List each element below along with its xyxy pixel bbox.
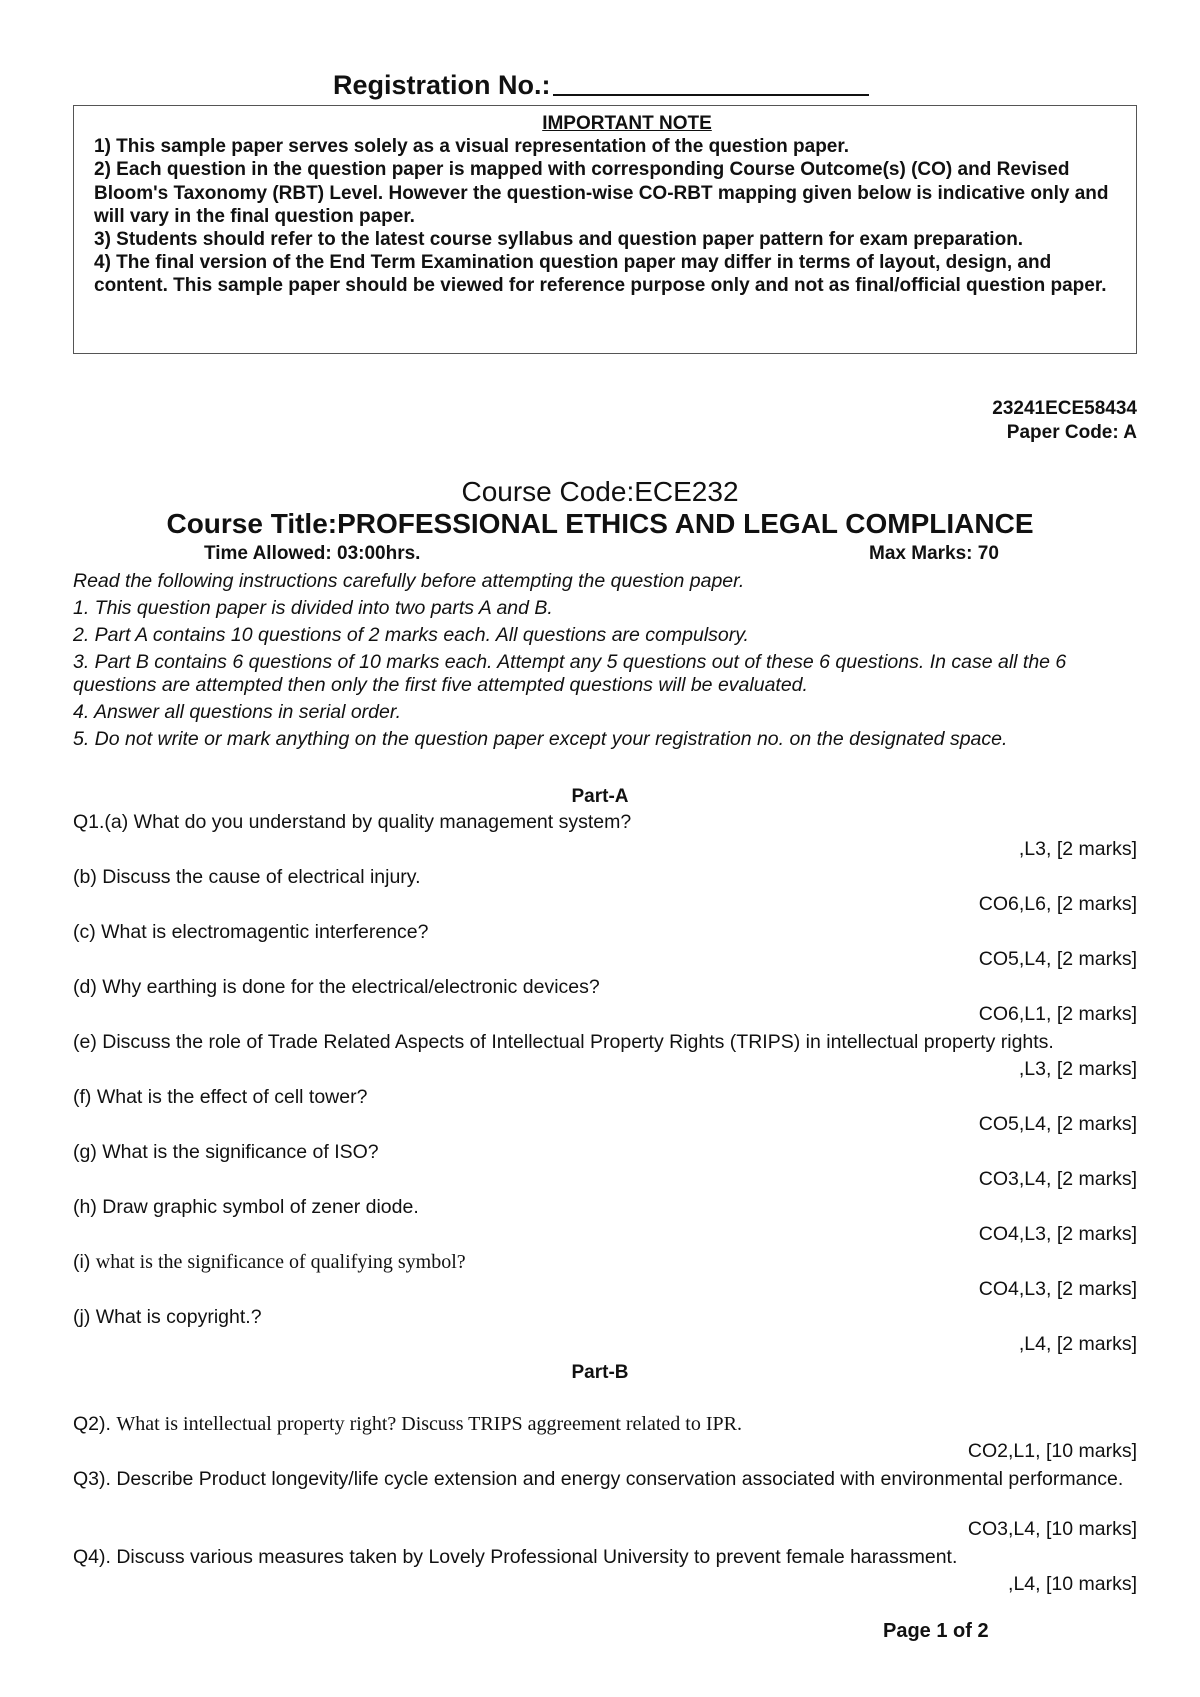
page-number: Page 1 of 2 [883, 1620, 989, 1642]
time-allowed: Time Allowed: 03:00hrs. [204, 543, 421, 564]
note-line-3: 3) Students should refer to the latest course syllabus and question paper pattern for exam preparation. [94, 229, 1024, 251]
marks-2: CO2,L1, [10 marks] [967, 1440, 1137, 1462]
question-2-text: What is intellectual property right? Discuss TRIPS aggreement related to IPR. [116, 1413, 742, 1435]
question-1i [73, 1251, 1143, 1274]
marks-3: CO3,L4, [10 marks] [967, 1518, 1137, 1540]
course-title: Course Title:PROFESSIONAL ETHICS AND LEGAL COMPLIANCE [166, 508, 1034, 539]
paper-id: 23241ECE58434 [992, 398, 1137, 419]
instruction-3: 3. Part B contains 6 questions of 10 marks each. Attempt any 5 questions out of these 6 questions. In case all the 6 questions are attempted then only the first five attempted questions will be evaluated. [73, 651, 1067, 696]
question-1b: (b) Discuss the cause of electrical injury. [73, 866, 421, 888]
note-line-2: 2) Each question in the question paper is mapped with corresponding Course Outcome(s) (CO) and Revised Bloom's Taxonomy (RBT) Level. However the question-wise CO-RBT mapping given below is indicative only and will vary in the final question paper. [94, 159, 1109, 227]
marks-1d: CO6,L1, [2 marks] [978, 1003, 1137, 1025]
paper-identifiers [992, 397, 1137, 445]
paper-code: Paper Code: A [1006, 422, 1137, 443]
question-1f: (f) What is the effect of cell tower? [73, 1086, 368, 1108]
marks-1f: CO5,L4, [2 marks] [978, 1113, 1137, 1135]
question-1i-text: what is the significance of qualifying symbol? [95, 1251, 466, 1273]
question-1e: (e) Discuss the role of Trade Related Aspects of Intellectual Property Rights (TRIPS) in intellectual property rights. [73, 1031, 1054, 1053]
part-b-heading: Part-B [571, 1362, 629, 1383]
instruction-5: 5. Do not write or mark anything on the question paper except your registration no. on the designated space. [73, 728, 1008, 750]
registration-number [333, 70, 869, 101]
marks-1j: ,L4, [2 marks] [1018, 1333, 1137, 1355]
registration-label: Registration No.: [333, 70, 551, 100]
instruction-4: 4. Answer all questions in serial order. [73, 701, 402, 723]
max-marks: Max Marks: 70 [869, 543, 999, 564]
question-1h: (h) Draw graphic symbol of zener diode. [73, 1196, 419, 1218]
question-1a: Q1.(a) What do you understand by quality management system? [73, 811, 632, 833]
question-2-prefix: Q2). [73, 1413, 111, 1435]
question-2 [73, 1413, 1143, 1436]
instruction-2: 2. Part A contains 10 questions of 2 marks each. All questions are compulsory. [73, 624, 749, 646]
important-note-box [73, 105, 1137, 354]
marks-1c: CO5,L4, [2 marks] [978, 948, 1137, 970]
note-title: IMPORTANT NOTE [542, 113, 712, 134]
marks-1b: CO6,L6, [2 marks] [978, 893, 1137, 915]
marks-1h: CO4,L3, [2 marks] [978, 1223, 1137, 1245]
marks-1g: CO3,L4, [2 marks] [978, 1168, 1137, 1190]
marks-1a: ,L3, [2 marks] [1018, 838, 1137, 860]
part-a-heading: Part-A [571, 786, 629, 807]
question-3: Q3). Describe Product longevity/life cycle extension and energy conservation associated with environmental performance. [73, 1468, 1124, 1490]
question-1i-prefix: (i) [73, 1251, 91, 1273]
question-4: Q4). Discuss various measures taken by Lovely Professional University to prevent female harassment. [73, 1546, 958, 1568]
instructions [73, 570, 1143, 755]
note-line-1: 1) This sample paper serves solely as a visual representation of the question paper. [94, 136, 849, 158]
instruction-intro: Read the following instructions carefully before attempting the question paper. [73, 570, 745, 592]
note-line-4: 4) The final version of the End Term Examination question paper may differ in terms of layout, design, and content. This sample paper should be viewed for reference purpose only and not as final/official question paper. [94, 252, 1107, 297]
question-1c: (c) What is electromagentic interference? [73, 921, 429, 943]
question-1d: (d) Why earthing is done for the electrical/electronic devices? [73, 976, 600, 998]
question-1j: (j) What is copyright.? [73, 1306, 262, 1328]
marks-4: ,L4, [10 marks] [1008, 1573, 1137, 1595]
registration-blank [553, 70, 869, 96]
marks-1e: ,L3, [2 marks] [1018, 1058, 1137, 1080]
course-code: Course Code:ECE232 [461, 476, 739, 507]
instruction-1: 1. This question paper is divided into two parts A and B. [73, 597, 553, 619]
question-1g: (g) What is the significance of ISO? [73, 1141, 379, 1163]
marks-1i: CO4,L3, [2 marks] [978, 1278, 1137, 1300]
